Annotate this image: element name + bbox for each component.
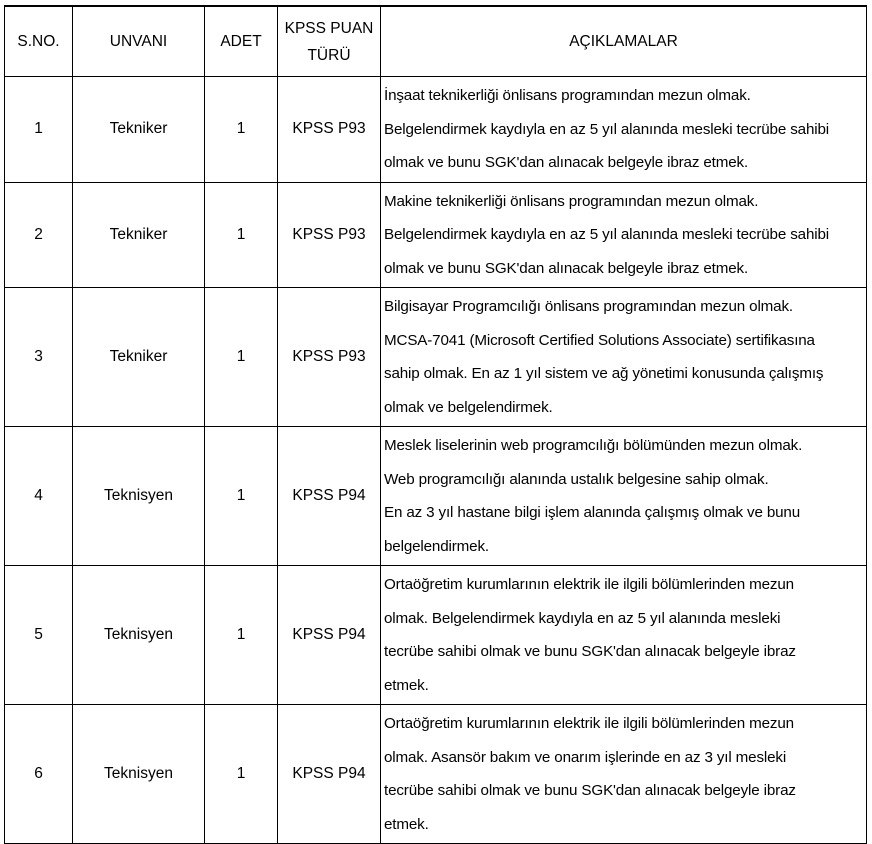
- cell-adet: 1: [205, 705, 278, 844]
- table-body: [5, 77, 867, 844]
- position-table: [4, 5, 867, 844]
- header-kpss: [278, 6, 381, 77]
- header-kpss-line1: KPSS PUAN: [284, 19, 374, 37]
- cell-kpss: KPSS P94: [278, 427, 381, 566]
- cell-sno: 1: [5, 77, 73, 183]
- cell-aciklama: [381, 427, 867, 566]
- cell-adet: 1: [205, 182, 278, 288]
- cell-adet: 1: [205, 77, 278, 183]
- aciklama-line: Belgelendirmek kaydıyla en az 5 yıl alanında mesleki tecrübe sahibi: [384, 120, 829, 138]
- cell-unvan: Tekniker: [73, 182, 205, 288]
- cell-unvan: Tekniker: [73, 288, 205, 427]
- cell-aciklama: [381, 705, 867, 844]
- cell-aciklama: [381, 566, 867, 705]
- cell-aciklama: [381, 288, 867, 427]
- aciklama-line: etmek.: [384, 815, 429, 833]
- cell-sno: 6: [5, 705, 73, 844]
- aciklama-line: Meslek liselerinin web programcılığı bölümünden mezun olmak.: [384, 437, 803, 454]
- aciklama-line: MCSA-7041 (Microsoft Certified Solutions Associate) sertifikasına: [384, 331, 815, 349]
- cell-adet: 1: [205, 566, 278, 705]
- table-row: [5, 77, 867, 183]
- cell-sno: 5: [5, 566, 73, 705]
- aciklama-line: tecrübe sahibi olmak ve bunu SGK'dan alınacak belgeyle ibraz: [384, 782, 796, 799]
- cell-sno: 4: [5, 427, 73, 566]
- cell-kpss: KPSS P93: [278, 182, 381, 288]
- cell-kpss: KPSS P94: [278, 566, 381, 705]
- cell-aciklama: [381, 182, 867, 288]
- cell-kpss: KPSS P94: [278, 705, 381, 844]
- cell-unvan: Teknisyen: [73, 705, 205, 844]
- aciklama-line: İnşaat teknikerliği önlisans programından mezun olmak.: [384, 87, 751, 104]
- cell-sno: 3: [5, 288, 73, 427]
- cell-unvan: Teknisyen: [73, 566, 205, 705]
- cell-unvan: Tekniker: [73, 77, 205, 183]
- header-kpss-line2: TÜRÜ: [307, 46, 351, 64]
- aciklama-line: olmak ve belgelendirmek.: [384, 398, 553, 416]
- aciklama-line: Web programcılığı alanında ustalık belgesine sahip olmak.: [384, 470, 769, 488]
- cell-sno: 2: [5, 182, 73, 288]
- cell-unvan: Teknisyen: [73, 427, 205, 566]
- table-row: [5, 182, 867, 288]
- header-adet: ADET: [205, 6, 278, 77]
- aciklama-line: etmek.: [384, 676, 429, 694]
- header-unvan: UNVANI: [73, 6, 205, 77]
- aciklama-line: sahip olmak. En az 1 yıl sistem ve ağ yönetimi konusunda çalışmış: [384, 365, 824, 382]
- cell-adet: 1: [205, 288, 278, 427]
- aciklama-line: olmak ve bunu SGK'dan alınacak belgeyle ibraz etmek.: [384, 259, 749, 277]
- aciklama-line: olmak. Asansör bakım ve onarım işlerinde en az 3 yıl mesleki: [384, 748, 787, 766]
- aciklama-line: Belgelendirmek kaydıyla en az 5 yıl alanında mesleki tecrübe sahibi: [384, 226, 829, 243]
- aciklama-line: olmak ve bunu SGK'dan alınacak belgeyle ibraz etmek.: [384, 154, 749, 171]
- cell-kpss: KPSS P93: [278, 288, 381, 427]
- aciklama-line: olmak. Belgelendirmek kaydıyla en az 5 yıl alanında mesleki: [384, 609, 781, 627]
- position-table-container: [4, 5, 866, 844]
- table-row: [5, 427, 867, 566]
- aciklama-line: Ortaöğretim kurumlarının elektrik ile ilgili bölümlerinden mezun: [384, 576, 794, 593]
- aciklama-line: Makine teknikerliği önlisans programından mezun olmak.: [384, 192, 759, 210]
- cell-adet: 1: [205, 427, 278, 566]
- table-row: [5, 705, 867, 844]
- aciklama-line: Ortaöğretim kurumlarının elektrik ile ilgili bölümlerinden mezun: [384, 715, 794, 732]
- table-header: [5, 6, 867, 77]
- header-sno: S.NO.: [5, 6, 73, 77]
- table-row: [5, 288, 867, 427]
- header-row: [5, 6, 867, 77]
- cell-aciklama: [381, 77, 867, 183]
- aciklama-line: tecrübe sahibi olmak ve bunu SGK'dan alınacak belgeyle ibraz: [384, 643, 796, 660]
- aciklama-line: En az 3 yıl hastane bilgi işlem alanında çalışmış olmak ve bunu: [384, 504, 801, 521]
- aciklama-line: Bilgisayar Programcılığı önlisans programından mezun olmak.: [384, 298, 793, 315]
- aciklama-line: belgelendirmek.: [384, 537, 489, 555]
- table-row: [5, 566, 867, 705]
- cell-kpss: KPSS P93: [278, 77, 381, 183]
- header-aciklama: AÇIKLAMALAR: [381, 6, 867, 77]
